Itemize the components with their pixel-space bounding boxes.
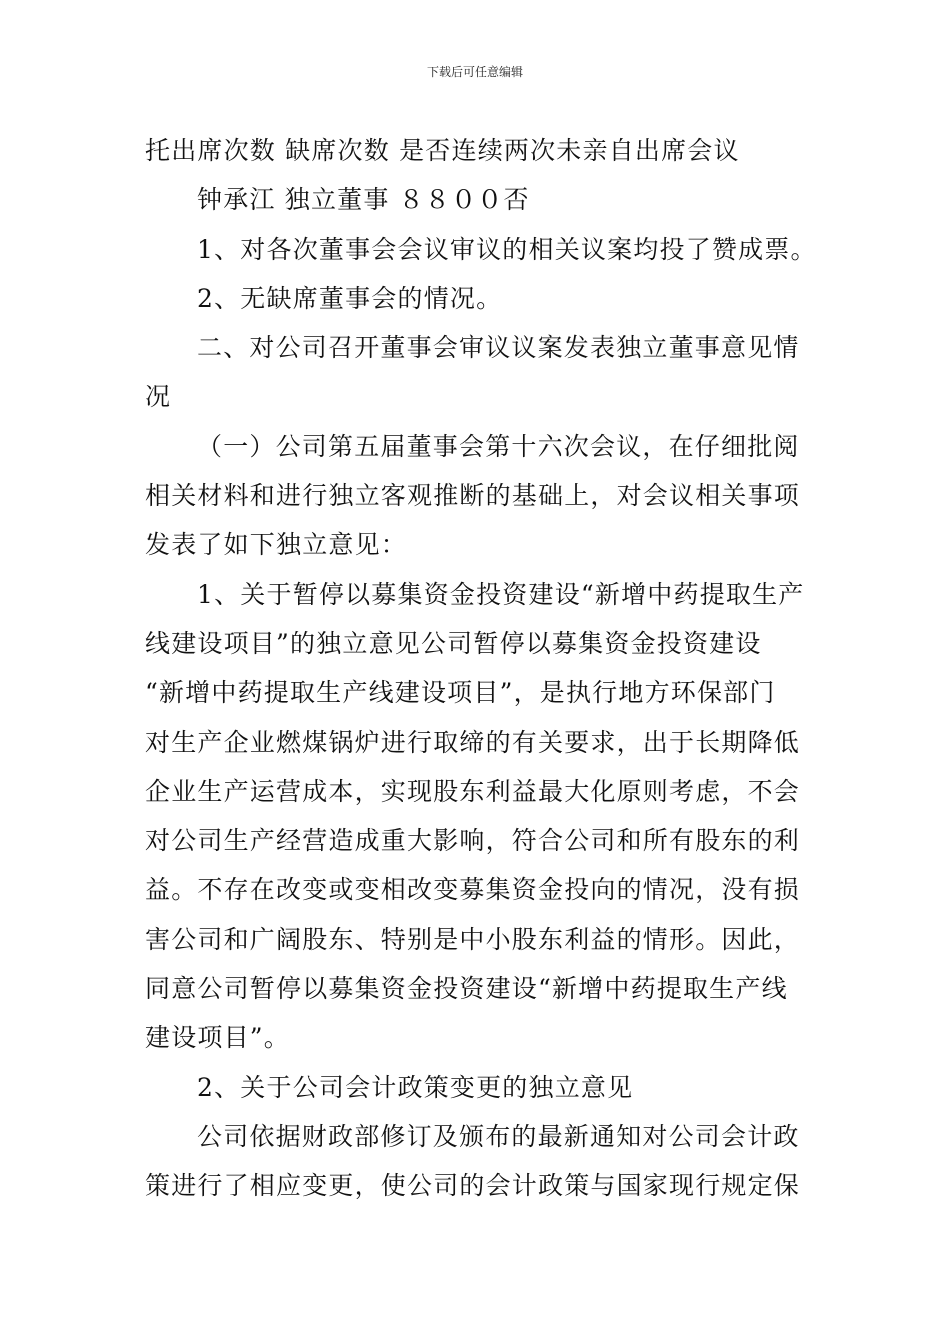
text-line: “新增中药提取生产线建设项目”，是执行地方环保部门 xyxy=(145,678,776,708)
text-line: 害公司和广阔股东、特别是中小股东利益的情形。因此， xyxy=(145,924,801,954)
section-heading: 二、对公司召开董事会审议议案发表独立董事意见情 xyxy=(197,333,800,363)
text-line: 钟承江 独立董事 ８８００否 xyxy=(197,185,530,215)
text-line: 企业生产运营成本，实现股东利益最大化原则考虑，不会 xyxy=(145,776,801,806)
text-line: 线建设项目”的独立意见公司暂停以募集资金投资建设 xyxy=(145,628,762,658)
text-line: 发表了如下独立意见： xyxy=(145,530,408,560)
text-line: 况 xyxy=(145,382,172,412)
text-line: 托出席次数 缺席次数 是否连续两次未亲自出席会议 xyxy=(145,136,740,165)
text-line: 2、无缺席董事会的情况。 xyxy=(197,283,503,313)
text-line: 1、对各次董事会会议审议的相关议案均投了赞成票。 xyxy=(197,234,817,264)
text-line: 2、关于公司会计政策变更的独立意见 xyxy=(197,1072,634,1102)
page-header: 下载后可任意编辑 xyxy=(426,65,523,79)
subsection-heading: （一）公司第五届董事会第十六次会议，在仔细批阅 xyxy=(197,431,800,461)
text-line: 1、关于暂停以募集资金投资建设“新增中药提取生产 xyxy=(197,579,805,609)
text-line: 策进行了相应变更，使公司的会计政策与国家现行规定保 xyxy=(145,1171,801,1201)
text-line: 相关材料和进行独立客观推断的基础上，对会议相关事项 xyxy=(145,481,801,511)
text-line: 同意公司暂停以募集资金投资建设“新增中药提取生产线 xyxy=(145,974,788,1004)
text-line: 建设项目”。 xyxy=(145,1023,290,1053)
document-body xyxy=(145,126,817,1211)
text-line: 公司依据财政部修订及颁布的最新通知对公司会计政 xyxy=(197,1121,800,1151)
text-line: 对生产企业燃煤锅炉进行取缔的有关要求，出于长期降低 xyxy=(145,727,801,757)
text-line: 对公司生产经营造成重大影响，符合公司和所有股东的利 xyxy=(145,826,801,856)
text-line: 益。不存在改变或变相改变募集资金投向的情况，没有损 xyxy=(145,875,801,905)
